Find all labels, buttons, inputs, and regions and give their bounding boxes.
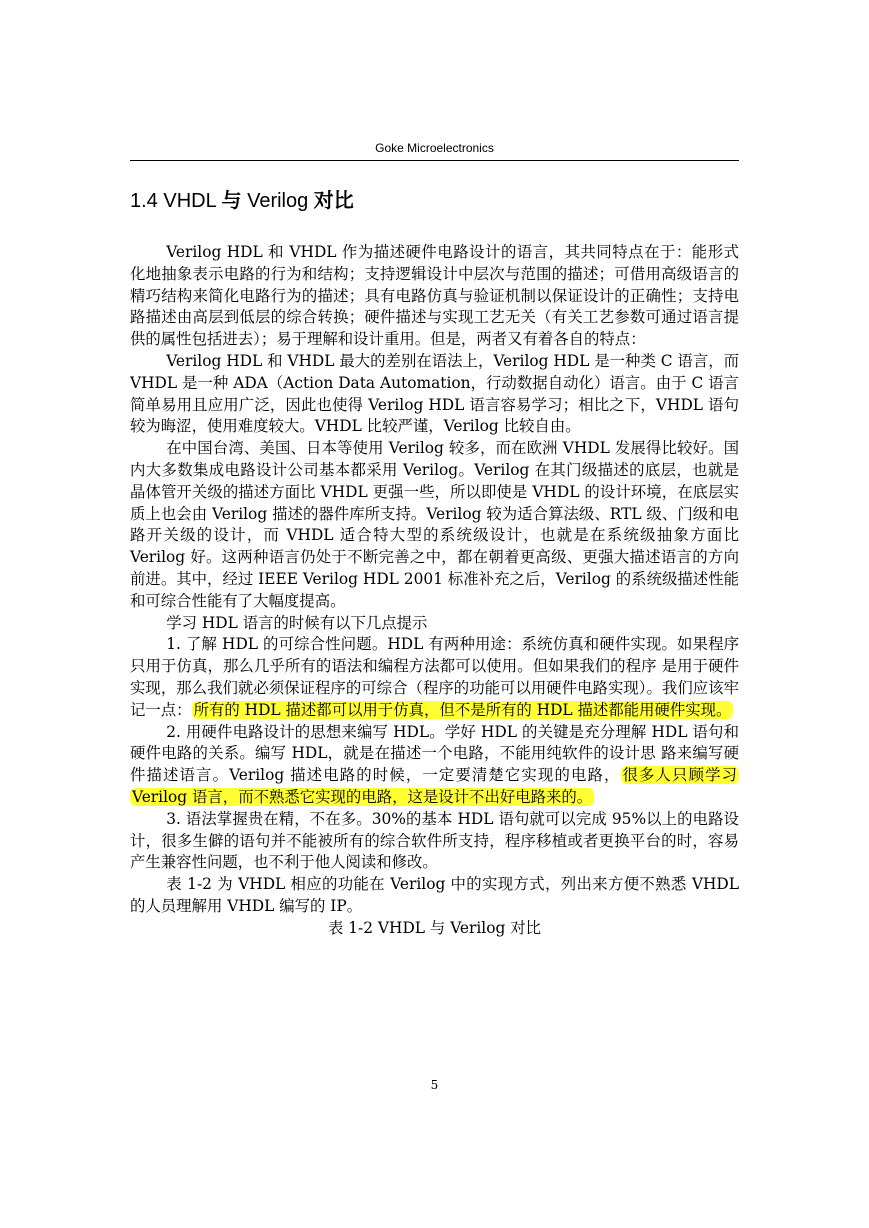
paragraph-tip-2 bbox=[130, 722, 739, 809]
section-title bbox=[130, 188, 354, 214]
paragraph-regional-usage: 在中国台湾、美国、日本等使用 Verilog 较多，而在欧洲 VHDL 发展得比较好。国内大多数集成电路设计公司基本都采用 Verilog。Verilog 在其门级描述的底层，也就是晶体管开关级的描述方面比 VHDL 更强一些，所以即使是 VHDL 的设计环境，在底层实质上也会由 Verilog 描述的器件库所支持。Verilog 较为适合算法级、RTL 级、门级和电路开关级的设计，而 VHDL 适合特大型的系统级设计，也就是在系统级抽象方面比 Verilog 好。这两种语言仍处于不断完善之中，都在朝着更高级、更强大描述语言的方向前进。其中，经过 IEEE Verilog HDL 2001 标准补充之后，Verilog 的系统级描述性能和可综合性能有了大幅度提高。 bbox=[130, 439, 739, 610]
section-title-prefix: 1.4 VHDL bbox=[130, 190, 222, 212]
paragraph-learning-tips-intro: 学习 HDL 语言的时候有以下几点提示 bbox=[166, 613, 428, 632]
paragraph-syntax-difference: Verilog HDL 和 VHDL 最大的差别在语法上，Verilog HDL 是一种类 C 语言，而 VHDL 是一种 ADA（Action Data Automation，行动数据自动化）语言。由于 C 语言简单易用且应用广泛，因此也使得 Verilog HDL 语言容易学习；相比之下，VHDL 语句较为晦涩，使用难度较大。VHDL 比较严谨，Verilog 比较自由。 bbox=[130, 351, 739, 436]
tip-2-text: 2. 用硬件电路设计的思想来编写 HDL。学好 HDL 的关键是充分理解 HDL 语句和硬件电路的关系。编写 HDL，就是在描述一个电路，不能用纯软件的设计思 路来编写硬件描述语言。Verilog 描述电路的时候，一定要清楚它实现的电路， bbox=[130, 722, 739, 785]
page-number: 5 bbox=[430, 1078, 439, 1092]
tip-1-text: 1. 了解 HDL 的可综合性问题。HDL 有两种用途：系统仿真和硬件实现。如果程序只用于仿真，那么几乎所有的语法和编程方法都可以使用。但如果我们的程序 是用于硬件实现，那么我们就必须保证程序的可综合（程序的功能可以用硬件电路实现）。我们应该牢记一点： bbox=[130, 635, 739, 719]
header-rule bbox=[130, 160, 739, 161]
section-title-and: 与 bbox=[221, 190, 242, 212]
tip-2-highlight: 很多人只顾学习 Verilog 语言，而不熟悉它实现的电路，这是设计不出好电路来的。 bbox=[132, 766, 737, 806]
body-text bbox=[130, 242, 739, 940]
section-title-suffix: 对比 bbox=[313, 190, 354, 212]
tip-1-highlight: 所有的 HDL 描述都可以用于仿真，但不是所有的 HDL 描述都能用硬件实现。 bbox=[193, 700, 732, 719]
table-caption: 表 1-2 VHDL 与 Verilog 对比 bbox=[327, 918, 542, 937]
section-title-mid: Verilog bbox=[241, 190, 314, 212]
paragraph-common-features: Verilog HDL 和 VHDL 作为描述硬件电路设计的语言，其共同特点在于：能形式化地抽象表示电路的行为和结构；支持逻辑设计中层次与范围的描述；可借用高级语言的精巧结构来简化电路行为的描述；具有电路仿真与验证机制以保证设计的正确性；支持电路描述由高层到低层的综合转换；硬件描述与实现工艺无关（有关工艺参数可通过语言提供的属性包括进去）；易于理解和设计重用。但是，两者又有着各自的特点： bbox=[130, 243, 739, 349]
paragraph-tip-3: 3. 语法掌握贵在精，不在多。30%的基本 HDL 语句就可以完成 95%以上的电路设计，很多生僻的语句并不能被所有的综合软件所支持，程序移植或者更换平台的时，容易产生兼容性问题，也不利于他人阅读和修改。 bbox=[130, 809, 739, 872]
paragraph-tip-1 bbox=[130, 634, 739, 721]
running-header: Goke Microelectronics bbox=[375, 141, 494, 155]
paragraph-table-intro: 表 1-2 为 VHDL 相应的功能在 Verilog 中的实现方式，列出来方便不熟悉 VHDL 的人员理解用 VHDL 编写的 IP。 bbox=[130, 875, 739, 915]
